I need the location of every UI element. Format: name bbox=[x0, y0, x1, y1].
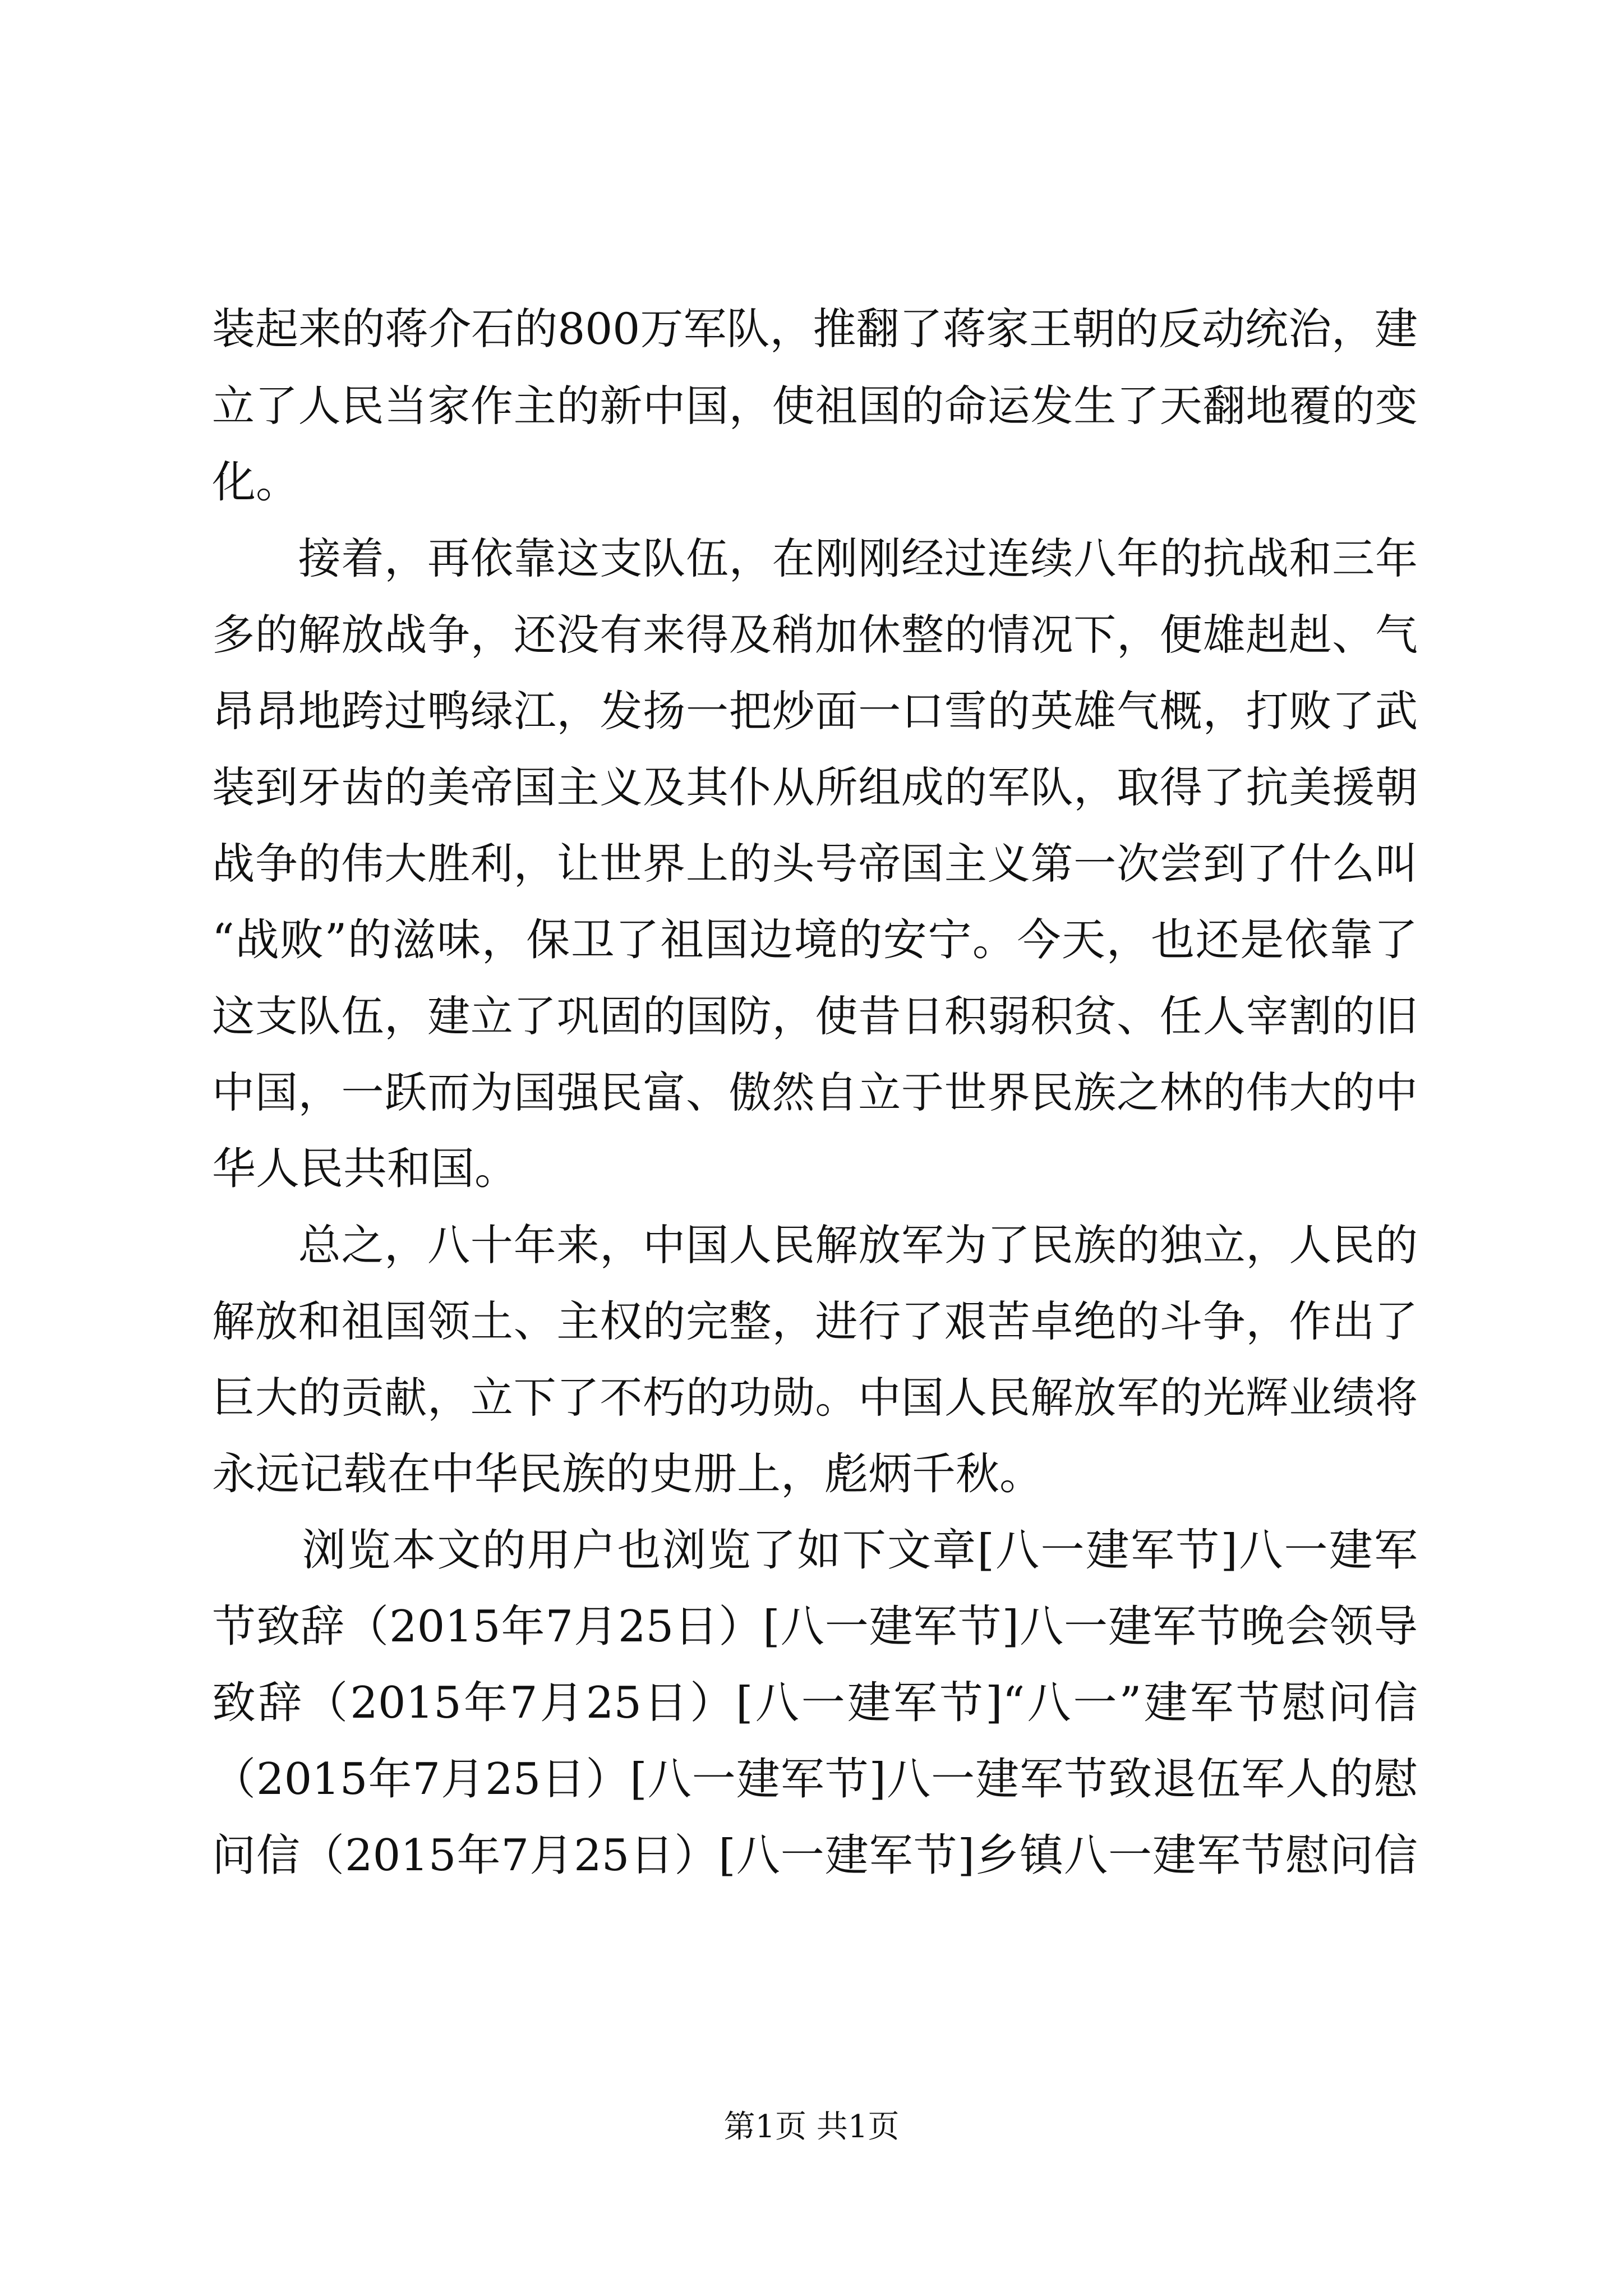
text-line: 多的解放战争，还没有来得及稍加休整的情况下，便雄赳赳、气 bbox=[212, 610, 1418, 660]
text-line: 装到牙齿的美帝国主义及其仆从所组成的军队，取得了抗美援朝 bbox=[212, 762, 1418, 812]
page-footer: 第1页 共1页 bbox=[723, 2109, 900, 2145]
text-line: 总之，八十年来，中国人民解放军为了民族的独立，人民的 bbox=[212, 1220, 1418, 1270]
text-line: 致辞（2015年7月25日）[八一建军节]“八一”建军节慰问信 bbox=[212, 1678, 1418, 1728]
text-line: 解放和祖国领土、主权的完整，进行了艰苦卓绝的斗争，作出了 bbox=[212, 1296, 1418, 1346]
text-line: （2015年7月25日）[八一建军节]八一建军节致退伍军人的慰 bbox=[212, 1754, 1418, 1805]
text-line: 节致辞（2015年7月25日）[八一建军节]八一建军节晚会领导 bbox=[212, 1602, 1418, 1652]
text-line: 永远记载在中华民族的史册上，彪炳千秋。 bbox=[212, 1449, 1044, 1499]
text-line: 问信（2015年7月25日）[八一建军节]乡镇八一建军节慰问信 bbox=[212, 1830, 1418, 1881]
text-line: 战争的伟大胜利，让世界上的头号帝国主义第一次尝到了什么叫 bbox=[212, 839, 1418, 889]
text-line: 立了人民当家作主的新中国，使祖国的命运发生了天翻地覆的变 bbox=[212, 381, 1418, 431]
document-body bbox=[212, 292, 1418, 1894]
text-line: 巨大的贡献，立下了不朽的功勋。中国人民解放军的光辉业绩将 bbox=[212, 1373, 1418, 1423]
text-line: 华人民共和国。 bbox=[212, 1144, 519, 1194]
text-line: 浏览本文的用户也浏览了如下文章[八一建军节]八一建军 bbox=[212, 1525, 1418, 1576]
text-line: “战败”的滋味，保卫了祖国边境的安宁。今天，也还是依靠了 bbox=[212, 915, 1418, 965]
text-line: 中国，一跃而为国强民富、傲然自立于世界民族之林的伟大的中 bbox=[212, 1068, 1418, 1117]
text-line: 接着，再依靠这支队伍，在刚刚经过连续八年的抗战和三年 bbox=[212, 533, 1418, 583]
text-line: 昂昂地跨过鸭绿江，发扬一把炒面一口雪的英雄气概，打败了武 bbox=[212, 686, 1418, 736]
text-line: 化。 bbox=[212, 457, 300, 508]
text-line: 装起来的蒋介石的800万军队，推翻了蒋家王朝的反动统治，建 bbox=[212, 305, 1418, 355]
text-line: 这支队伍，建立了巩固的国防，使昔日积弱积贫、任人宰割的旧 bbox=[212, 991, 1418, 1041]
